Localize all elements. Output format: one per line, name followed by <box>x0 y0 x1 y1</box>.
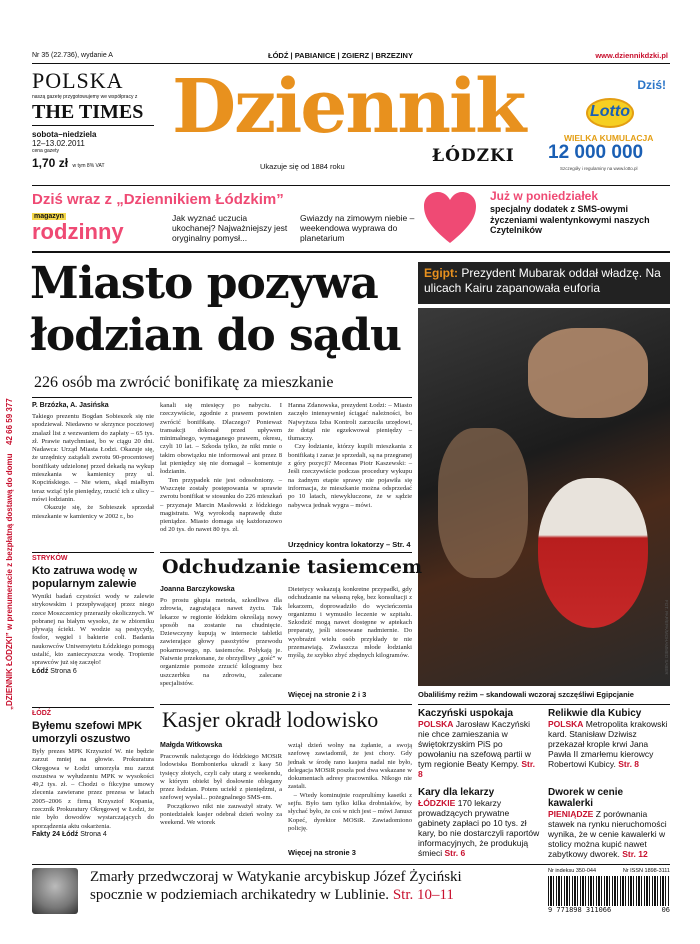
brief-3-head: Kary dla lekarzy <box>418 787 495 798</box>
photo-face <box>538 478 648 628</box>
subscription-strip <box>5 330 14 710</box>
website-link[interactable]: www.dziennikdzki.pl <box>595 51 668 60</box>
lotto-small: Szczegóły i regulaminy na www.lotto.pl <box>560 166 638 171</box>
magazine-title: rodzinny <box>32 219 124 244</box>
lead-col2: kanali się miesięcy po nabyciu. I rzeczywiście, zgodnie z prawem powinien zwrócić bonifikatę. Dlaczego? Ponieważ transakcji dokonał przed upływem minimalnego, wymaganego prawem, okresu, czyli 10 lat. – Szkoda tylko, że nikt mnie o takim obowiązku nie informował ani przez 8 lat pieniędzy się nie domagał – komentuje łodzianin. Ten przypadek nie jest odosobniony. – Wszczęte zostały postępowania w sprawie zwrotu bonifikat w stosunku do 226 mieszkań – przyznaje Marcin Masłowski z łódzkiego magistratu. Wg wyrokodą naprawdę duże pieniądze. Miasto domaga się każdorazowo od 20 tys. do nawet 80 tys. zł. <box>160 402 283 534</box>
lead-more[interactable]: Urzędnicy kontra lokatorzy – Str. 4 <box>288 540 411 549</box>
egypt-photo <box>418 308 670 686</box>
streak-text-2: Były prezes MPK Krzysztof W. nie będzie zarzut mniej na głowie. Prokuratura Okręgowa w Łodzi umorzyła mu zarzut oszustwa w wyłudzeniu MPK w wysokości 49,2 tys. zł. – Chodzi o fikcyjne umowy zlecenia zawierane przez prezesa w latach 2005–2006 z firmą Krzysztof Kopania, rzecznik Prokuratury Okręgowej w Łodzi, że nie było dowodów wystarczających do sporządzenia aktu oskarżenia. <box>32 748 154 830</box>
lead-headline <box>30 258 420 362</box>
photo-hand <box>528 328 648 418</box>
brief-1-text: POLSKA Jarosław Kaczyński nie chce zamieszania w świętokrzyskim PiS po powołaniu na szefową partii w tym regionie Beaty Kempy. Str. 8 <box>418 719 536 779</box>
promo-band <box>32 189 670 247</box>
diet-col1: Po prostu głupia metoda, szkodliwa dla zdrowia, zagrażająca nawet życiu. Tak lekarze w regionie łódzkim określają nowy sposób na zostanie na chudnięcie. Dziewczyny kupują w internecie tabletki zawierające głowy pasożytów przewodu pokarmowego, np. tasiemców. Połykają je. Naiwnie przekonane, że obrzydliwy „gość” w organizmie pomoże zrzucić kilogramy bez uszczerbku na zdrowiu, zalecane specjalistów. <box>160 597 282 687</box>
subscription-phone: 42 66 59 377 <box>5 398 14 446</box>
partner-polska: POLSKA <box>32 68 124 93</box>
promo-rule-bottom <box>32 251 670 253</box>
photo-figure <box>438 428 528 578</box>
partner-times: THE TIMES <box>32 102 154 126</box>
lead-subhead: 226 osób ma zwrócić bonifikatę za mieszkanie <box>34 374 334 391</box>
date-value: 12–13.02.2011 <box>32 139 85 148</box>
bottom-rule <box>32 864 670 865</box>
diet-byline: Joanna Barczykowska <box>160 586 235 593</box>
lotto-ad[interactable] <box>546 70 670 178</box>
magazine-label: magazyn <box>34 213 64 220</box>
lead-headline-line2: łodzian do sądu <box>30 310 402 361</box>
paper-since: Ukazuje się od 1884 roku <box>260 162 345 171</box>
streak-head-1: Kto zatruwa wodę w popularnym zalewie <box>32 565 138 590</box>
brief-1 <box>418 708 540 779</box>
egypt-headline <box>418 262 670 300</box>
brief-4-text: PIENIĄDZE Z porównania stawek na rynku nieruchomości wynika, że w cenie kawalerki w stolicy można kupić nawet zabytkowy dworek. Str. 12 <box>548 809 667 859</box>
egypt-title: Prezydent Mubarak oddał władzę. Na ulicach Kairu zapanowała euforia <box>424 266 661 295</box>
fridge-byline: Małgda Witkowska <box>160 742 223 749</box>
brief-2-text: POLSKA Metropolita krakowski kard. Stanisław Dziwisz przekazał krople krwi Jana Pawła II zmarłemu kierowcy Robertowi Kubicy. Str. 8 <box>548 719 668 769</box>
barcode-index: Nr indeksu 350-044 Nr ISSN 1898-3111 <box>548 868 670 874</box>
bottom-story <box>90 868 530 904</box>
brief-4-head: Dworek w cenie kawalerki <box>548 787 624 809</box>
paper-title: Dziennik <box>172 64 525 150</box>
promo-today-with: Dziś wraz z „Dziennikiem Łódzkim” <box>32 191 284 208</box>
streak-tag-1: STRYKÓW <box>32 555 68 562</box>
paper-subtitle: ŁÓDZKI <box>432 146 515 166</box>
lead-col1: Takiego prezentu Bogdan Sobieszek się nie spodziewał. Niedawno w skrzynce pocztowej znalazł list z wezwaniem do zapłaty – 65 tys. zł. Prawie natychmiast, bo w ciągu 20 dni. Nadawca: Urząd Miasta Łodzi. Okazuje się, że urzędnicy zażądali zwrotu 90-procentowej bonifikaty udzielonej przed dekadą na wykup mieszkania w kamienicy przy ul. Kopcińskiego. – Nie wiem, skąd miałbym teraz wziąć tyle pieniędzy, rzucić ich z ulicy – mówi łodzianin. Okazuje się, że Sobieszek sprzedał mieszkanie w kamienicy w 2002 r., bo <box>32 413 155 520</box>
monday-text: specjalny dodatek z SMS-owymi życzeniami walentynkowymi naszych Czytelników <box>490 204 650 235</box>
lotto-amount: 12 000 000 <box>548 142 644 163</box>
partner-tagline: naszą gazetę przygotowujemy we współpracy z <box>32 94 138 100</box>
lead-col3: Hanna Zdanowska, prezydent Łodzi: – Miasto zaczęło intensywniej ściągać należności, bo Najwyższa Izba Kontroli zarzuciła urzędowi, że dotąd nie egzekwował pieniędzy – tłumaczy. Czy łodzianie, którzy kupili mieszkania z bonifikatą i zaraz je sprzedali, są na przegranej z góry pozycji? Mecenas Piotr Kaszewski: – Jeśli rzeczywiście podczas procedury wykupu na żadnym etapie sprawy nie pojawiła się informacja, że mieszkanie można odsprzedać po 10 latach, niewykluczone, że w sądzie nabywca jednak wygra – mówi. <box>288 402 412 509</box>
brief-4 <box>548 787 670 859</box>
streak-rule <box>32 552 154 553</box>
streak-rule-2 <box>32 707 154 708</box>
lead-byline: P. Brzózka, A. Jasińska <box>32 402 109 409</box>
price-label: cena gazety <box>32 148 59 154</box>
price-vat: w tym 8% VAT <box>72 163 105 169</box>
promo-item-1: Jak wyznać uczucia ukochanej? Najważniejszy jest oryginalny pomysł... <box>172 213 288 243</box>
diet-col2: Dietetycy wskazują konkretne przypadki, gdy odchudzanie na własną rękę, bez konsultacji z lekarzem, doprowadziło do wycieńczenia organizmu i wymusiło leczenie w szpitalu. Szkodzić mogą nawet dostępne w aptekach preparaty, jeśli stosowane nadmiernie. Do wyobraźni wielu osób przykłady te nie przemawiają. Zwłaszcza młode łodzianki myślą, że szybko zbyć zbędnych kilogramów. <box>288 586 412 660</box>
egypt-credit: FOT. PAP/EPA/MOHAMMED SABER <box>664 600 669 675</box>
streak-text-1: Wyniki badań czystości wody w zalewie strykowskim i przepływającej przez niego rzece Moszczenicy przeraziły okolicznych. W pobranej na białym wysoko, że w zbiorniku pływają ścieki. W wodzie są pestycydy, fosfor, węgiel i bakterie coli. Badania naukowców Uniwersytetu Łódzkiego pomogą ustalić, kto zanieczyszcza wodę. Tropienie sprawców już się zaczęło! <box>32 593 154 667</box>
brief-3 <box>418 787 540 858</box>
partner-logo <box>32 70 154 172</box>
lead-headline-line1: Miasto pozywa <box>30 258 378 309</box>
barcode-lines <box>548 876 670 906</box>
egypt-caption: Obaliliśmy reżim – skandowali wczoraj szczęśliwi Egipcjanie <box>418 690 634 699</box>
streak-box-2 <box>32 710 154 838</box>
diet-headline: Odchudzanie tasiemcem <box>162 556 423 578</box>
monday-title: Już w poniedziałek <box>490 189 599 203</box>
egypt-headline-box <box>418 262 670 304</box>
streak-box-1 <box>32 555 154 675</box>
price: 1,70 zł <box>32 156 69 170</box>
date-day: sobota–niedziela <box>32 130 97 139</box>
brief-3-text: ŁÓDZKIE 170 lekarzy prowadzących prywatne gabinety zapłaci po 10 tys. zł kary, bo nie dostarczyli raportów informacyjnych, że produkują śmieci Str. 6 <box>418 798 540 858</box>
bottom-line-1: Zmarły przedwczoraj w Watykanie arcybiskup Józef Życiński <box>90 869 462 885</box>
fridge-rule <box>160 704 412 705</box>
brief-2 <box>548 708 670 769</box>
price-block <box>32 154 154 172</box>
lotto-today: Dziś! <box>637 78 666 92</box>
barcode-box <box>548 868 670 920</box>
fridge-more[interactable]: Więcej na stronie 3 <box>288 848 356 857</box>
brief-2-head: Relikwie dla Kubicy <box>548 708 642 719</box>
streak-ref-2: Fakty 24 Łódź Strona 4 <box>32 830 107 838</box>
barcode-number: 9 771898 311066 06 <box>548 906 670 914</box>
diet-more[interactable]: Więcej na stronie 2 i 3 <box>288 690 367 699</box>
lotto-kumulacja: WIELKA KUMULACJA <box>564 133 654 143</box>
bottom-line-2: spocznie w podziemiach archikatedry w Lublinie. Str. 10–11 <box>90 887 454 903</box>
briefs-rule <box>418 704 670 705</box>
bottom-ref[interactable]: Str. 10–11 <box>392 887 454 903</box>
fridge-col1: Pracownik należącego do łódzkiego MOSiR lodowiska Bombonierka ukradł z kasy 50 tysięcy złotych, czyli cały utarg z weekendu, w którym obiekt był dosłownie oblegany przez łodzian. Potem uciekł z pieniędzmi, a szefowej wysłał... pożegnalnego SMS-em. Początkowo nikt nie zauważył straty. W poniedziałek kasjer odebrał dzień wolny za weekend. We wtorek <box>160 753 283 827</box>
streak-ref-1: Łódź Strona 6 <box>32 667 77 675</box>
diet-rule <box>160 552 412 553</box>
brief-1-head: Kaczyński uspokaja <box>418 708 514 719</box>
lotto-brand: Lotto <box>590 103 630 120</box>
city-list: ŁÓDŹ | PABIANICE | ZGIERZ | BRZEZINY <box>268 51 413 60</box>
promo-item-2: Gwiazdy na zimowym niebie – weekendowa wyprawa do planetarium <box>300 213 415 243</box>
egypt-tag: Egipt: <box>424 266 458 280</box>
fridge-headline: Kasjer okradł lodowisko <box>162 707 379 732</box>
subscription-text: „DZIENNIK ŁÓDZKI” w prenumeracie z bezpłatną dostawą do domu <box>5 453 14 710</box>
streak-head-2: Byłemu szefowi MPK umorzyli oszustwo <box>32 720 143 745</box>
promo-rule-top <box>32 185 670 186</box>
fridge-col2: wziął dzień wolny na żądanie, a swoją szefowę zawiadomił, że jest chory. Gdy jednak w środę rano kasjera nadal nie było, delegacja MOSiR poszła pod dwa wskazane w dokumentach adresy pracownika. Nikogo nie zastali. – Wtedy kominujnie rozpruliśmy kasetki z sejfu. Było tam tylko kilka drobniaków, by słychać było, że coś w nich jest – mówi Janusz Kopeć, dyrektor MOSiR. Zawiadomiono policję. <box>288 742 412 832</box>
heart-icon <box>422 191 478 245</box>
streak-tag-2: ŁÓDŹ <box>32 710 52 717</box>
issue-number: Nr 35 (22.736), wydanie A <box>32 52 113 59</box>
lead-rule <box>32 397 412 398</box>
bottom-portrait <box>32 868 78 914</box>
